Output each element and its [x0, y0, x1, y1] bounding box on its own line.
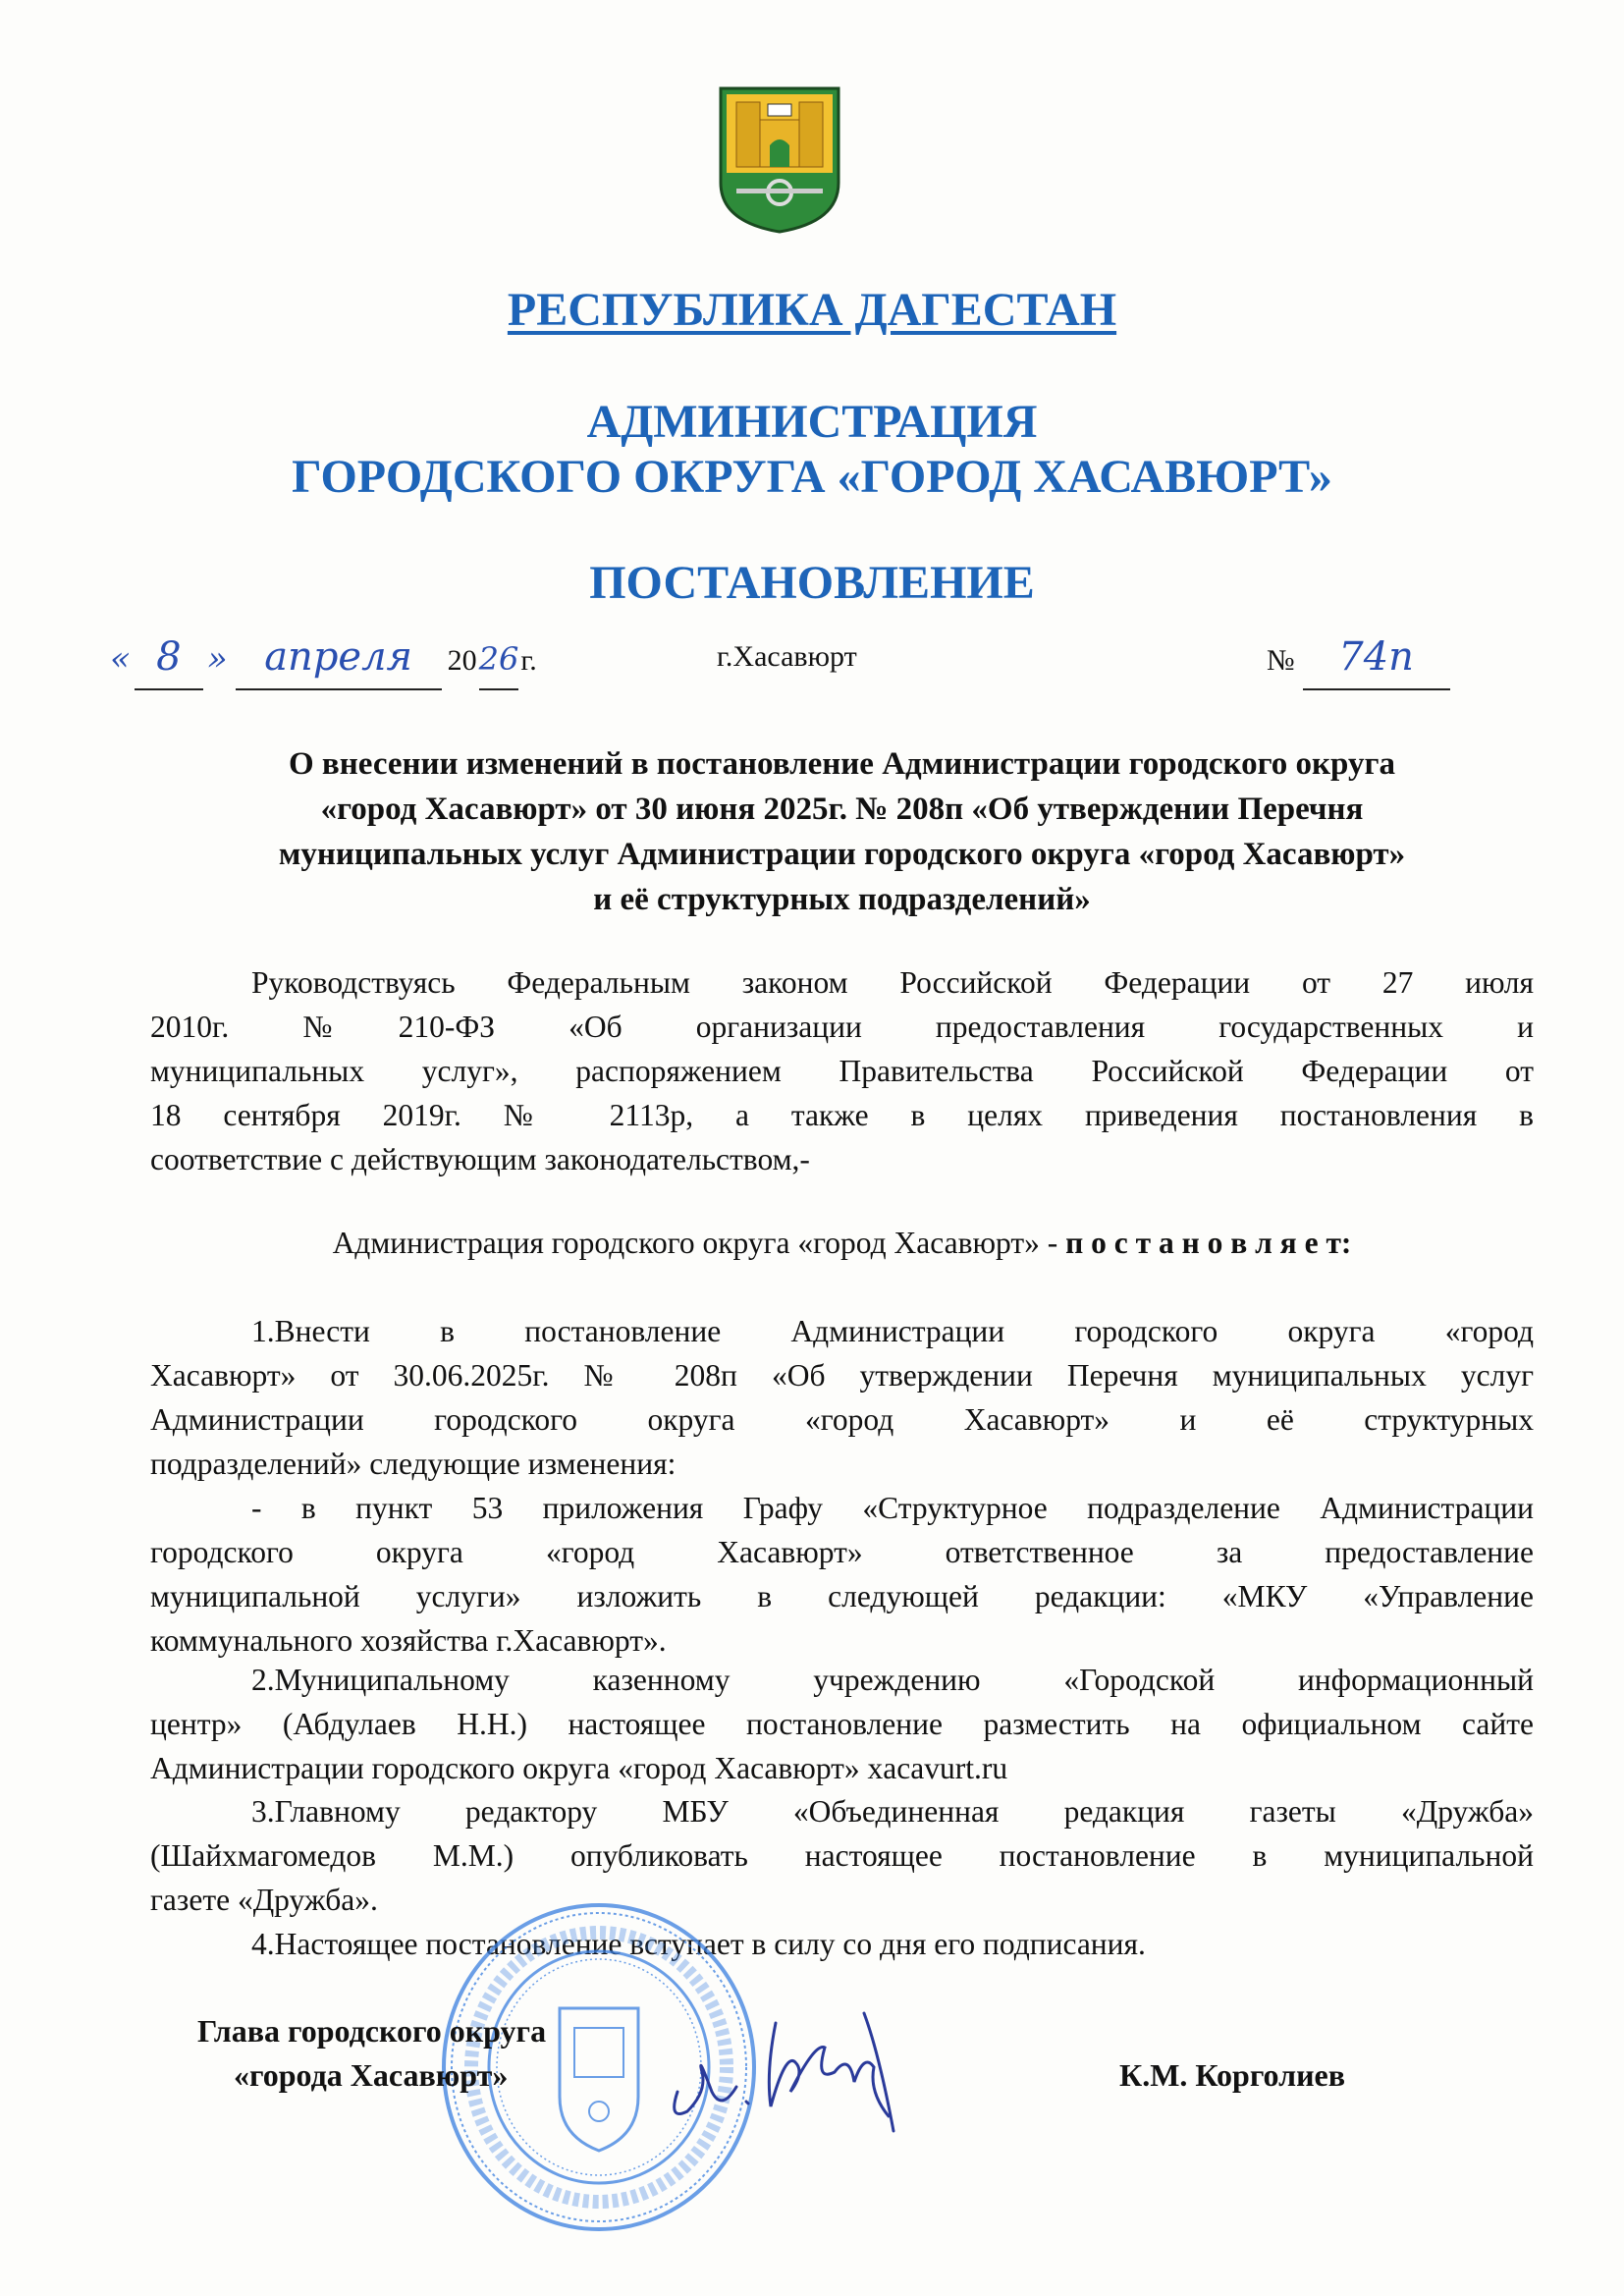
document-type-heading: ПОСТАНОВЛЕНИЕ	[589, 557, 1035, 609]
preamble-paragraph	[150, 960, 1534, 1181]
item-4	[150, 1922, 1534, 1966]
signatory-position-line1: Глава городского округа	[197, 2013, 547, 2049]
document-number-underline	[1303, 632, 1450, 690]
text-line: 2010г. №210-ФЗ «Об организации предоставления государственных и	[150, 1010, 1534, 1044]
city-name: г.Хасавюрт	[717, 640, 857, 673]
item-1	[150, 1309, 1534, 1486]
item-1-subpoint	[150, 1486, 1534, 1663]
text-line: - в пункт 53 приложения Графу «Структурное подразделение Администрации	[251, 1491, 1534, 1525]
date-year-underline	[479, 634, 519, 690]
item-2	[150, 1658, 1534, 1790]
text-line: городского округа «город Хасавюрт» ответственное за предоставление	[150, 1535, 1534, 1569]
text-line: муниципальной услуги» изложить в следующей редакции: «МКУ «Управление	[150, 1579, 1534, 1613]
republic-heading-text: РЕСПУБЛИКА ДАГЕСТАН	[507, 284, 1117, 336]
text-line: подразделений» следующие изменения:	[150, 1447, 677, 1481]
text-line: 2.Муниципальному казенному учреждению «Городской информационный	[251, 1663, 1534, 1697]
text-line: Хасавюрт» от 30.06.2025г. № 208п «Об утверждении Перечня муниципальных услуг	[150, 1358, 1534, 1393]
resolves-bold: п о с т а н о в л я е т:	[1065, 1226, 1352, 1260]
text-line: 1.Внести в постановление Администрации городского округа «город	[251, 1314, 1534, 1348]
text-line: 18 сентября 2019г. № 2113р, а также в целях приведения постановления в	[150, 1098, 1534, 1132]
date-day: 8	[156, 634, 182, 680]
signatory-name: К.М. Корголиев	[1119, 2057, 1345, 2093]
title-line: муниципальных услуг Администрации городского округа «город Хасавюрт»	[278, 837, 1406, 872]
date-year-prefix: 20	[447, 644, 477, 677]
administration-heading-line1: АДМИНИСТРАЦИЯ	[586, 396, 1038, 448]
text-line: (Шайхмагомедов М.М.) опубликовать настоящее постановление в муниципальной	[150, 1838, 1534, 1873]
text-line: газете «Дружба».	[150, 1883, 378, 1917]
date-field	[110, 632, 537, 690]
signatory-position-line2: «города Хасавюрт»	[234, 2057, 509, 2093]
administration-heading-line2: ГОРОДСКОГО ОКРУГА «ГОРОД ХАСАВЮРТ»	[292, 451, 1332, 503]
text-line: Администрации городского округа «город Хасавюрт» xacavurt.ru	[150, 1751, 1008, 1785]
text-line: коммунального хозяйства г.Хасавюрт».	[150, 1623, 667, 1658]
handwritten-signature-icon	[668, 1994, 962, 2141]
date-month-underline	[236, 632, 442, 690]
document-number: 74п	[1338, 634, 1414, 680]
resolves-text: Администрация городского округа «город Хасавюрт» -	[332, 1226, 1066, 1260]
text-line: центр» (Абдулаев Н.Н.) настоящее постановление разместить на официальном сайте	[150, 1707, 1534, 1741]
text-line: муниципальных услуг», распоряжением Правительства Российской Федерации от	[150, 1054, 1534, 1088]
text-line: Руководствуясь Федеральным законом Российской Федерации от 27 июля	[251, 965, 1534, 1000]
title-line: О внесении изменений в постановление Администрации городского округа	[289, 746, 1395, 782]
title-line: «город Хасавюрт» от 30 июня 2025г. № 208п «Об утверждении Перечня	[320, 792, 1364, 827]
item-3	[150, 1789, 1534, 1922]
title-line: и её структурных подразделений»	[593, 882, 1091, 917]
number-field	[1267, 632, 1450, 690]
republic-heading	[0, 283, 1624, 338]
date-year-end: г.	[520, 644, 537, 677]
text-line: 3.Главному редактору МБУ «Объединенная редакция газеты «Дружба»	[251, 1794, 1534, 1829]
resolves-line	[150, 1221, 1534, 1265]
date-open-quote: «	[110, 639, 131, 679]
date-month: апреля	[264, 634, 413, 680]
date-year-suffix: 26	[478, 640, 519, 678]
number-label: №	[1267, 644, 1295, 677]
document-title	[147, 741, 1537, 922]
date-day-underline	[135, 632, 203, 690]
date-close-quote: »	[206, 639, 228, 679]
text-line: Администрации городского округа «город Хасавюрт» и её структурных	[150, 1402, 1534, 1437]
text-line: 4.Настоящее постановление вступает в силу со дня его подписания.	[251, 1927, 1146, 1961]
text-line: соответствие с действующим законодательством,-	[150, 1142, 810, 1176]
coat-of-arms-icon	[717, 84, 842, 234]
